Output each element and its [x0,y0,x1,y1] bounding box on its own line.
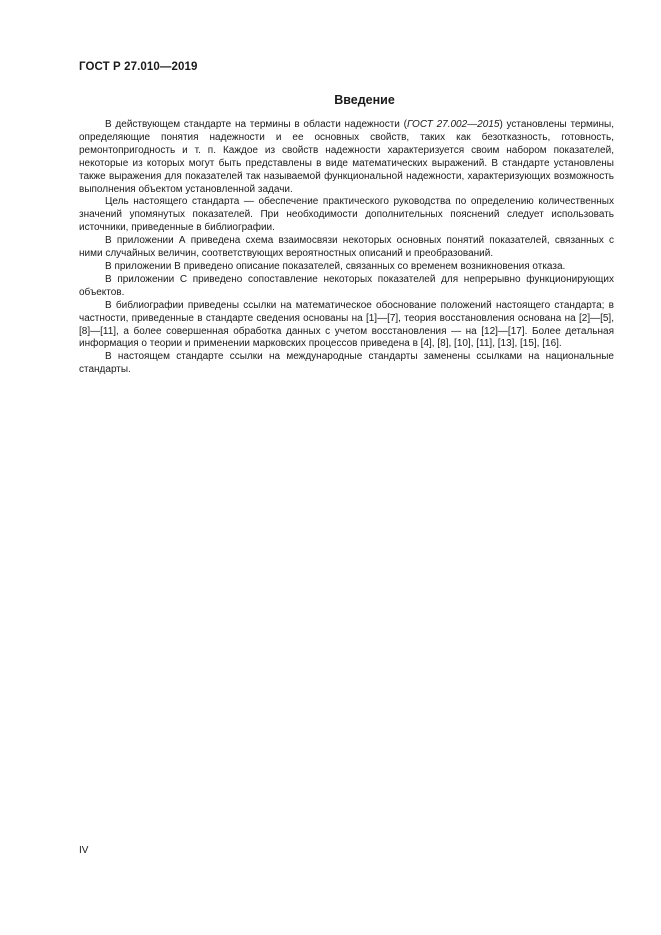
paragraph-1-post: ) установлены термины, определяющие понятия надежности и ее основных свойств, таких как безотказность, готовность, ремонтопригодность и т. п. Каждое из свойств надежности характеризуется своим набором показателей, некоторые из которых могут быть представлены в виде математических выражений. В стандарте установлены также выражения для показателей так называемой функциональной надежности, характеризующих возможность выполнения объектом установленной задачи. [79,119,615,195]
section-title: Введение [334,93,395,107]
standard-reference: ГОСТ 27.002—2015 [406,119,500,130]
paragraph-5: В приложении С приведено сопоставление некоторых показателей для непрерывно функционирующих объектов. [79,273,614,298]
paragraph-3: В приложении А приведена схема взаимосвязи некоторых основных понятий показателей, связанных с ними случайных величин, соответствующих вероятностных описаний и преобразований. [79,235,614,260]
body-text [79,119,614,377]
page-number: IV [79,845,89,856]
paragraph-1-pre: В действующем стандарте на термины в области надежности ( [105,119,407,130]
paragraph-4: В приложении В приведено описание показателей, связанных со временем возникновения отказа. [105,260,566,272]
paragraph-2: Цель настоящего стандарта — обеспечение практического руководства по определению количественных значений упомянутых показателей. При необходимости дополнительных пояснений следует использовать источники, приведенные в библиографии. [79,196,614,234]
paragraph-1 [79,119,614,196]
document-code: ГОСТ Р 27.010—2019 [79,61,198,73]
paragraph-6: В библиографии приведены ссылки на математическое обоснование положений настоящего стандарта; в частности, приведенные в стандарте сведения основаны на [1]—[7], теория восстановления основана на [2]—[5], [8]—[11], а более совершенная обработка данных с учетом восстановления — на [12]—[17]. Более детальная информация о теории и применении марковских процессов приведена в [4], [8], [10], [11], [13], [15], [16]. [79,299,614,350]
paragraph-7: В настоящем стандарте ссылки на международные стандарты заменены ссылками на национальные стандарты. [79,351,614,376]
